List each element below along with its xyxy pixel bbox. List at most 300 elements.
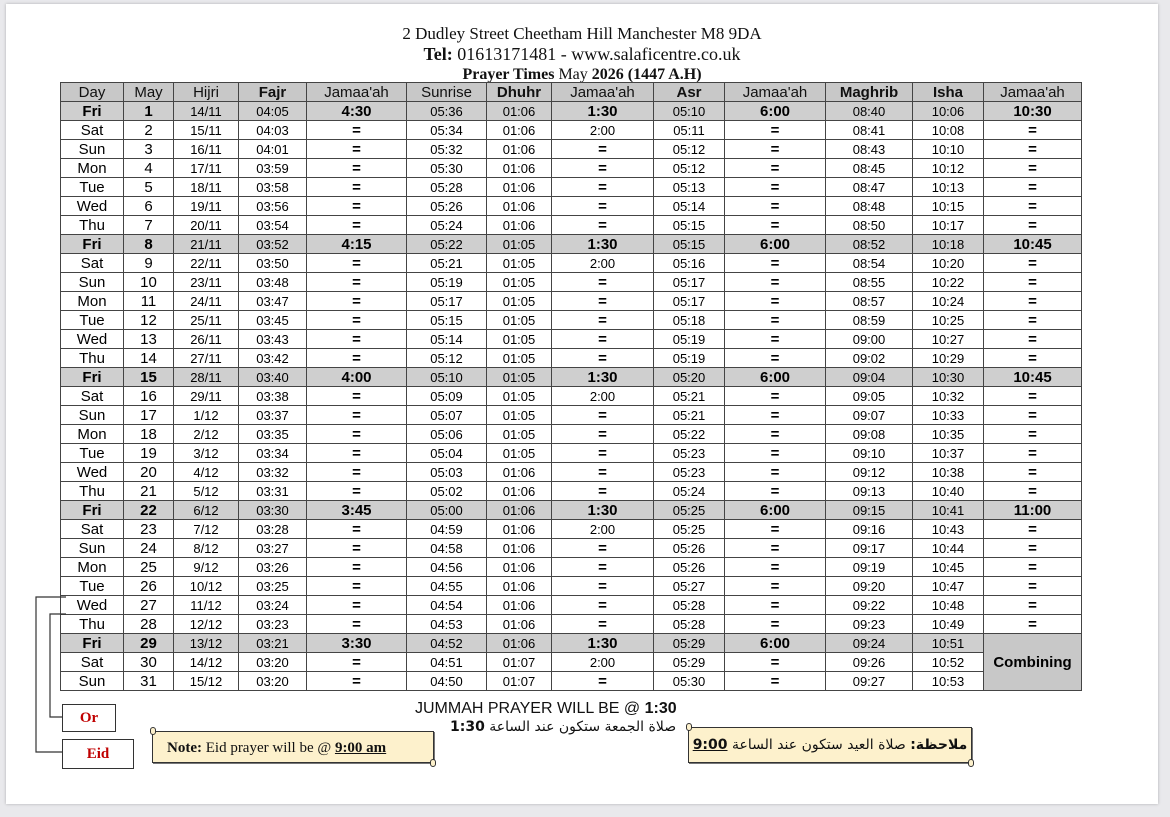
cell-fajr: 03:26 xyxy=(239,558,307,577)
cell-isha: 10:29 xyxy=(913,349,984,368)
cell-dhuhr-jamaah: = xyxy=(552,292,654,311)
cell-may: 21 xyxy=(124,482,174,501)
cell-sunrise: 04:55 xyxy=(407,577,487,596)
cell-asr-jamaah: = xyxy=(725,292,826,311)
cell-isha: 10:53 xyxy=(913,672,984,691)
cell-may: 17 xyxy=(124,406,174,425)
cell-asr-jamaah: = xyxy=(725,121,826,140)
cell-asr-jamaah: = xyxy=(725,273,826,292)
cell-isha: 10:35 xyxy=(913,425,984,444)
cell-sunrise: 05:30 xyxy=(407,159,487,178)
cell-sunrise: 04:59 xyxy=(407,520,487,539)
note-text: Eid prayer will be @ xyxy=(205,740,332,756)
cell-may: 10 xyxy=(124,273,174,292)
cell-isha: 10:10 xyxy=(913,140,984,159)
cell-asr: 05:14 xyxy=(654,197,725,216)
cell-isha-jamaah: = xyxy=(984,140,1082,159)
cell-asr-jamaah: = xyxy=(725,406,826,425)
cell-hijri: 27/11 xyxy=(174,349,239,368)
cell-asr: 05:10 xyxy=(654,102,725,121)
cell-asr-jamaah: = xyxy=(725,178,826,197)
cell-asr: 05:25 xyxy=(654,520,725,539)
cell-dhuhr-jamaah: = xyxy=(552,596,654,615)
cell-hijri: 4/12 xyxy=(174,463,239,482)
jummah-notice-arabic xyxy=(450,719,676,735)
cell-asr: 05:29 xyxy=(654,653,725,672)
cell-maghrib: 09:27 xyxy=(826,672,913,691)
cell-may: 15 xyxy=(124,368,174,387)
title-prayer-times: Prayer Times xyxy=(462,66,555,83)
cell-dhuhr: 01:06 xyxy=(487,577,552,596)
cell-dhuhr: 01:06 xyxy=(487,501,552,520)
cell-hijri: 18/11 xyxy=(174,178,239,197)
title-year: 2026 (1447 A.H) xyxy=(591,66,702,83)
cell-day: Tue xyxy=(61,577,124,596)
cell-fajr: 04:05 xyxy=(239,102,307,121)
cell-may: 9 xyxy=(124,254,174,273)
cell-asr-jamaah: = xyxy=(725,197,826,216)
cell-maghrib: 08:45 xyxy=(826,159,913,178)
cell-day: Wed xyxy=(61,463,124,482)
cell-dhuhr: 01:05 xyxy=(487,444,552,463)
cell-asr-jamaah: 6:00 xyxy=(725,102,826,121)
header-fajr: Fajr xyxy=(239,83,307,102)
cell-fajr: 03:23 xyxy=(239,615,307,634)
cell-isha: 10:13 xyxy=(913,178,984,197)
cell-fajr-jamaah: = xyxy=(307,672,407,691)
cell-isha: 10:15 xyxy=(913,197,984,216)
cell-isha: 10:22 xyxy=(913,273,984,292)
cell-maghrib: 09:10 xyxy=(826,444,913,463)
cell-asr-jamaah: = xyxy=(725,387,826,406)
cell-dhuhr: 01:06 xyxy=(487,615,552,634)
cell-may: 6 xyxy=(124,197,174,216)
cell-isha-jamaah: = xyxy=(984,615,1082,634)
cell-isha-jamaah: = xyxy=(984,330,1082,349)
cell-asr: 05:19 xyxy=(654,349,725,368)
cell-isha: 10:48 xyxy=(913,596,984,615)
cell-isha-jamaah: = xyxy=(984,311,1082,330)
cell-isha-jamaah: = xyxy=(984,292,1082,311)
cell-dhuhr: 01:06 xyxy=(487,178,552,197)
cell-asr-jamaah: = xyxy=(725,520,826,539)
cell-isha-jamaah: 10:45 xyxy=(984,368,1082,387)
cell-maghrib: 09:05 xyxy=(826,387,913,406)
cell-isha: 10:47 xyxy=(913,577,984,596)
cell-isha-jamaah: = xyxy=(984,539,1082,558)
cell-isha: 10:52 xyxy=(913,653,984,672)
cell-dhuhr-jamaah: 2:00 xyxy=(552,121,654,140)
cell-fajr-jamaah: = xyxy=(307,273,407,292)
cell-dhuhr: 01:06 xyxy=(487,558,552,577)
cell-may: 28 xyxy=(124,615,174,634)
cell-dhuhr: 01:06 xyxy=(487,216,552,235)
cell-fajr: 03:35 xyxy=(239,425,307,444)
header-hijri: Hijri xyxy=(174,83,239,102)
eid-label: Eid xyxy=(62,739,134,769)
cell-asr: 05:19 xyxy=(654,330,725,349)
cell-isha: 10:12 xyxy=(913,159,984,178)
cell-asr: 05:30 xyxy=(654,672,725,691)
cell-hijri: 19/11 xyxy=(174,197,239,216)
header-may: May xyxy=(124,83,174,102)
cell-isha: 10:43 xyxy=(913,520,984,539)
cell-sunrise: 05:21 xyxy=(407,254,487,273)
cell-fajr: 03:42 xyxy=(239,349,307,368)
jummah-text: JUMMAH PRAYER WILL BE @ xyxy=(415,700,641,717)
header-isha-jamaah: Jamaa'ah xyxy=(984,83,1082,102)
cell-fajr-jamaah: = xyxy=(307,406,407,425)
cell-asr: 05:15 xyxy=(654,235,725,254)
cell-fajr-jamaah: = xyxy=(307,311,407,330)
cell-fajr-jamaah: = xyxy=(307,292,407,311)
cell-fajr: 03:21 xyxy=(239,634,307,653)
cell-may: 19 xyxy=(124,444,174,463)
cell-isha: 10:51 xyxy=(913,634,984,653)
cell-fajr-jamaah: = xyxy=(307,159,407,178)
cell-asr: 05:28 xyxy=(654,615,725,634)
cell-dhuhr-jamaah: = xyxy=(552,406,654,425)
combining-cell: Combining xyxy=(984,634,1082,691)
cell-may: 2 xyxy=(124,121,174,140)
cell-hijri: 15/12 xyxy=(174,672,239,691)
cell-dhuhr: 01:06 xyxy=(487,121,552,140)
cell-asr: 05:13 xyxy=(654,178,725,197)
cell-dhuhr: 01:05 xyxy=(487,311,552,330)
cell-isha: 10:20 xyxy=(913,254,984,273)
cell-may: 16 xyxy=(124,387,174,406)
cell-isha: 10:49 xyxy=(913,615,984,634)
cell-fajr-jamaah: = xyxy=(307,121,407,140)
cell-dhuhr-jamaah: = xyxy=(552,672,654,691)
cell-asr: 05:17 xyxy=(654,292,725,311)
cell-day: Wed xyxy=(61,330,124,349)
cell-dhuhr: 01:06 xyxy=(487,482,552,501)
cell-dhuhr: 01:05 xyxy=(487,330,552,349)
cell-isha-jamaah: = xyxy=(984,254,1082,273)
header-asr: Asr xyxy=(654,83,725,102)
cell-day: Sun xyxy=(61,539,124,558)
cell-dhuhr-jamaah: 2:00 xyxy=(552,520,654,539)
cell-sunrise: 05:22 xyxy=(407,235,487,254)
cell-maghrib: 09:02 xyxy=(826,349,913,368)
cell-asr: 05:24 xyxy=(654,482,725,501)
cell-hijri: 8/12 xyxy=(174,539,239,558)
cell-maghrib: 09:12 xyxy=(826,463,913,482)
cell-fajr: 03:25 xyxy=(239,577,307,596)
jummah-time: 1:30 xyxy=(644,700,677,717)
cell-isha-jamaah: = xyxy=(984,406,1082,425)
cell-isha: 10:45 xyxy=(913,558,984,577)
cell-hijri: 15/11 xyxy=(174,121,239,140)
cell-fajr-jamaah: 3:45 xyxy=(307,501,407,520)
cell-maghrib: 09:17 xyxy=(826,539,913,558)
cell-day: Tue xyxy=(61,311,124,330)
cell-dhuhr: 01:06 xyxy=(487,159,552,178)
cell-fajr: 03:43 xyxy=(239,330,307,349)
cell-dhuhr: 01:05 xyxy=(487,368,552,387)
header-fajr-jamaah: Jamaa'ah xyxy=(307,83,407,102)
cell-day: Mon xyxy=(61,159,124,178)
cell-fajr-jamaah: = xyxy=(307,596,407,615)
cell-dhuhr: 01:06 xyxy=(487,596,552,615)
cell-sunrise: 04:51 xyxy=(407,653,487,672)
cell-fajr: 03:38 xyxy=(239,387,307,406)
cell-sunrise: 05:26 xyxy=(407,197,487,216)
cell-dhuhr-jamaah: = xyxy=(552,539,654,558)
header-day: Day xyxy=(61,83,124,102)
cell-isha-jamaah: = xyxy=(984,482,1082,501)
cell-hijri: 14/12 xyxy=(174,653,239,672)
cell-day: Sat xyxy=(61,254,124,273)
cell-asr-jamaah: = xyxy=(725,311,826,330)
cell-day: Sun xyxy=(61,273,124,292)
cell-fajr-jamaah: = xyxy=(307,444,407,463)
cell-maghrib: 08:55 xyxy=(826,273,913,292)
jummah-notice xyxy=(415,700,677,718)
cell-sunrise: 05:12 xyxy=(407,349,487,368)
cell-day: Sat xyxy=(61,520,124,539)
cell-dhuhr-jamaah: = xyxy=(552,273,654,292)
cell-sunrise: 05:32 xyxy=(407,140,487,159)
cell-sunrise: 04:56 xyxy=(407,558,487,577)
note-ar-time: 9:00 xyxy=(692,737,728,753)
cell-asr: 05:21 xyxy=(654,406,725,425)
cell-isha: 10:33 xyxy=(913,406,984,425)
cell-day: Thu xyxy=(61,482,124,501)
cell-fajr-jamaah: = xyxy=(307,520,407,539)
cell-sunrise: 04:54 xyxy=(407,596,487,615)
cell-day: Fri xyxy=(61,634,124,653)
cell-asr: 05:12 xyxy=(654,140,725,159)
cell-may: 12 xyxy=(124,311,174,330)
tel-label: Tel: xyxy=(423,44,453,64)
cell-dhuhr-jamaah: = xyxy=(552,140,654,159)
cell-maghrib: 09:26 xyxy=(826,653,913,672)
cell-sunrise: 04:52 xyxy=(407,634,487,653)
cell-asr: 05:23 xyxy=(654,444,725,463)
eid-note-arabic xyxy=(688,727,972,763)
cell-fajr-jamaah: = xyxy=(307,387,407,406)
note-label: Note: xyxy=(167,740,202,756)
cell-dhuhr: 01:06 xyxy=(487,140,552,159)
cell-isha: 10:27 xyxy=(913,330,984,349)
cell-asr: 05:15 xyxy=(654,216,725,235)
cell-may: 20 xyxy=(124,463,174,482)
cell-day: Sun xyxy=(61,406,124,425)
cell-dhuhr-jamaah: 1:30 xyxy=(552,102,654,121)
header-dhuhr-jamaah: Jamaa'ah xyxy=(552,83,654,102)
cell-isha-jamaah: 10:30 xyxy=(984,102,1082,121)
cell-maghrib: 08:41 xyxy=(826,121,913,140)
cell-isha: 10:37 xyxy=(913,444,984,463)
cell-maghrib: 09:23 xyxy=(826,615,913,634)
cell-fajr: 03:20 xyxy=(239,653,307,672)
cell-fajr-jamaah: = xyxy=(307,463,407,482)
cell-sunrise: 05:09 xyxy=(407,387,487,406)
cell-asr: 05:16 xyxy=(654,254,725,273)
cell-asr: 05:29 xyxy=(654,634,725,653)
cell-isha-jamaah: = xyxy=(984,197,1082,216)
cell-fajr: 03:31 xyxy=(239,482,307,501)
cell-may: 8 xyxy=(124,235,174,254)
cell-isha: 10:17 xyxy=(913,216,984,235)
cell-isha-jamaah: = xyxy=(984,577,1082,596)
cell-maghrib: 09:13 xyxy=(826,482,913,501)
cell-maghrib: 08:43 xyxy=(826,140,913,159)
cell-maghrib: 08:40 xyxy=(826,102,913,121)
cell-dhuhr-jamaah: = xyxy=(552,197,654,216)
jummah-arabic-time: 1:30 xyxy=(450,719,485,735)
cell-fajr: 04:03 xyxy=(239,121,307,140)
cell-isha-jamaah: = xyxy=(984,216,1082,235)
cell-asr-jamaah: = xyxy=(725,159,826,178)
cell-may: 4 xyxy=(124,159,174,178)
cell-asr: 05:11 xyxy=(654,121,725,140)
cell-maghrib: 09:15 xyxy=(826,501,913,520)
cell-fajr-jamaah: = xyxy=(307,216,407,235)
cell-day: Mon xyxy=(61,558,124,577)
cell-sunrise: 04:53 xyxy=(407,615,487,634)
cell-may: 25 xyxy=(124,558,174,577)
cell-dhuhr: 01:05 xyxy=(487,425,552,444)
cell-may: 30 xyxy=(124,653,174,672)
cell-fajr: 03:24 xyxy=(239,596,307,615)
cell-day: Tue xyxy=(61,178,124,197)
cell-isha: 10:25 xyxy=(913,311,984,330)
cell-dhuhr-jamaah: 1:30 xyxy=(552,368,654,387)
cell-isha-jamaah: = xyxy=(984,596,1082,615)
cell-asr: 05:22 xyxy=(654,425,725,444)
cell-fajr-jamaah: 3:30 xyxy=(307,634,407,653)
cell-fajr: 03:28 xyxy=(239,520,307,539)
cell-dhuhr-jamaah: 1:30 xyxy=(552,634,654,653)
cell-dhuhr-jamaah: = xyxy=(552,558,654,577)
cell-day: Fri xyxy=(61,235,124,254)
cell-asr: 05:17 xyxy=(654,273,725,292)
cell-fajr: 03:30 xyxy=(239,501,307,520)
cell-maghrib: 09:00 xyxy=(826,330,913,349)
cell-dhuhr: 01:05 xyxy=(487,406,552,425)
cell-dhuhr: 01:06 xyxy=(487,634,552,653)
cell-maghrib: 09:24 xyxy=(826,634,913,653)
cell-may: 29 xyxy=(124,634,174,653)
cell-fajr: 03:34 xyxy=(239,444,307,463)
cell-maghrib: 09:04 xyxy=(826,368,913,387)
cell-isha-jamaah: = xyxy=(984,387,1082,406)
cell-fajr-jamaah: = xyxy=(307,653,407,672)
cell-isha-jamaah: = xyxy=(984,159,1082,178)
cell-maghrib: 09:07 xyxy=(826,406,913,425)
cell-asr-jamaah: = xyxy=(725,577,826,596)
cell-maghrib: 08:52 xyxy=(826,235,913,254)
cell-fajr-jamaah: 4:15 xyxy=(307,235,407,254)
cell-day: Fri xyxy=(61,501,124,520)
cell-dhuhr-jamaah: = xyxy=(552,577,654,596)
cell-fajr-jamaah: = xyxy=(307,577,407,596)
cell-dhuhr-jamaah: = xyxy=(552,349,654,368)
cell-maghrib: 09:08 xyxy=(826,425,913,444)
cell-fajr: 03:45 xyxy=(239,311,307,330)
cell-fajr: 03:52 xyxy=(239,235,307,254)
cell-hijri: 3/12 xyxy=(174,444,239,463)
cell-sunrise: 05:15 xyxy=(407,311,487,330)
note-time: 9:00 am xyxy=(334,740,387,756)
cell-asr-jamaah: = xyxy=(725,596,826,615)
cell-hijri: 5/12 xyxy=(174,482,239,501)
cell-isha: 10:30 xyxy=(913,368,984,387)
cell-dhuhr: 01:06 xyxy=(487,463,552,482)
cell-fajr: 03:58 xyxy=(239,178,307,197)
cell-sunrise: 05:03 xyxy=(407,463,487,482)
cell-sunrise: 05:06 xyxy=(407,425,487,444)
cell-fajr: 03:40 xyxy=(239,368,307,387)
tel-value: 01613171481 - www.salaficentre.co.uk xyxy=(457,44,741,64)
cell-dhuhr-jamaah: = xyxy=(552,615,654,634)
cell-isha-jamaah: 11:00 xyxy=(984,501,1082,520)
cell-may: 31 xyxy=(124,672,174,691)
cell-dhuhr-jamaah: 1:30 xyxy=(552,235,654,254)
cell-dhuhr-jamaah: = xyxy=(552,178,654,197)
cell-isha: 10:44 xyxy=(913,539,984,558)
cell-hijri: 25/11 xyxy=(174,311,239,330)
cell-hijri: 7/12 xyxy=(174,520,239,539)
cell-hijri: 20/11 xyxy=(174,216,239,235)
cell-isha: 10:06 xyxy=(913,102,984,121)
cell-hijri: 9/12 xyxy=(174,558,239,577)
cell-day: Fri xyxy=(61,102,124,121)
cell-fajr-jamaah: 4:30 xyxy=(307,102,407,121)
cell-asr: 05:23 xyxy=(654,463,725,482)
cell-dhuhr: 01:07 xyxy=(487,672,552,691)
cell-dhuhr: 01:05 xyxy=(487,349,552,368)
cell-hijri: 2/12 xyxy=(174,425,239,444)
cell-fajr-jamaah: = xyxy=(307,197,407,216)
cell-dhuhr-jamaah: 2:00 xyxy=(552,254,654,273)
cell-isha-jamaah: = xyxy=(984,558,1082,577)
cell-asr: 05:26 xyxy=(654,558,725,577)
cell-maghrib: 08:59 xyxy=(826,311,913,330)
cell-sunrise: 05:07 xyxy=(407,406,487,425)
header-isha: Isha xyxy=(913,83,984,102)
cell-hijri: 6/12 xyxy=(174,501,239,520)
cell-day: Sat xyxy=(61,121,124,140)
cell-fajr-jamaah: = xyxy=(307,349,407,368)
cell-hijri: 14/11 xyxy=(174,102,239,121)
cell-asr-jamaah: 6:00 xyxy=(725,501,826,520)
cell-day: Wed xyxy=(61,596,124,615)
cell-may: 13 xyxy=(124,330,174,349)
cell-isha-jamaah: = xyxy=(984,463,1082,482)
cell-hijri: 22/11 xyxy=(174,254,239,273)
cell-sunrise: 05:36 xyxy=(407,102,487,121)
cell-asr: 05:21 xyxy=(654,387,725,406)
cell-dhuhr: 01:05 xyxy=(487,254,552,273)
cell-dhuhr: 01:06 xyxy=(487,520,552,539)
cell-dhuhr: 01:05 xyxy=(487,292,552,311)
cell-fajr-jamaah: = xyxy=(307,254,407,273)
cell-isha: 10:41 xyxy=(913,501,984,520)
cell-fajr: 03:59 xyxy=(239,159,307,178)
cell-maghrib: 08:54 xyxy=(826,254,913,273)
cell-sunrise: 05:02 xyxy=(407,482,487,501)
cell-isha-jamaah: 10:45 xyxy=(984,235,1082,254)
cell-asr-jamaah: = xyxy=(725,140,826,159)
title-month: May xyxy=(558,66,588,83)
cell-sunrise: 05:17 xyxy=(407,292,487,311)
cell-hijri: 26/11 xyxy=(174,330,239,349)
cell-hijri: 11/12 xyxy=(174,596,239,615)
